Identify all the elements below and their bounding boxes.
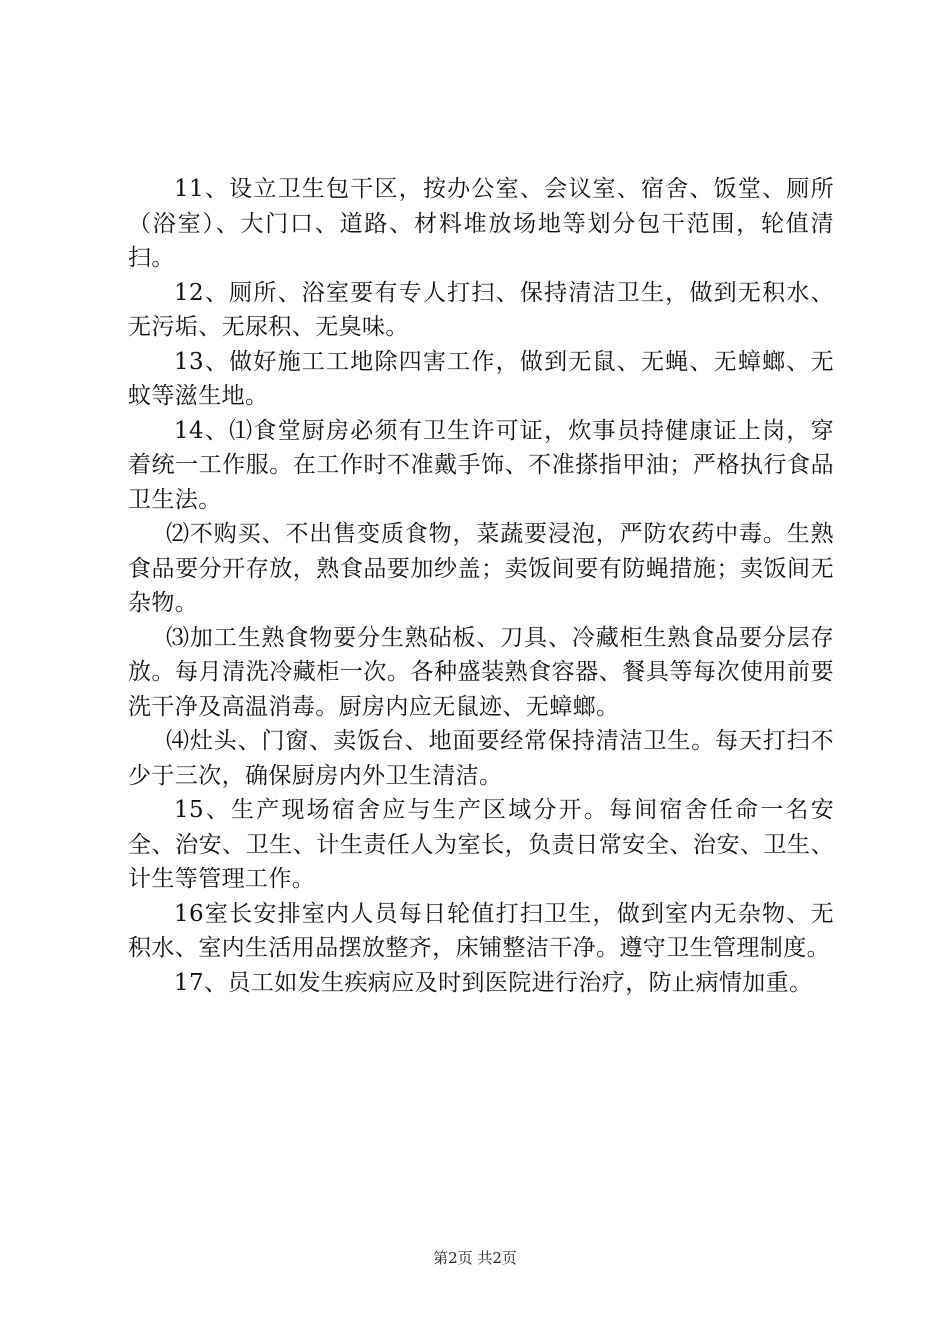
paragraph-12: 12、厕所、浴室要有专人打扫、保持清洁卫生，做到无积水、无污垢、无尿积、无臭味。 xyxy=(128,279,834,340)
paragraph-14-4: ⑷灶头、门窗、卖饭台、地面要经常保持清洁卫生。每天打扫不少于三次，确保厨房内外卫生清洁。 xyxy=(128,728,834,789)
paragraph-11: 11、设立卫生包干区，按办公室、会议室、宿舍、饭堂、厕所（浴室）、大门口、道路、材料堆放场地等划分包干范围，轮值清扫。 xyxy=(128,176,834,271)
paragraph-17: 17、员工如发生疾病应及时到医院进行治疗，防止病情加重。 xyxy=(174,969,813,996)
paragraph-14-1: 14、⑴食堂厨房必须有卫生许可证，炊事员持健康证上岗，穿着统一工作服。在工作时不准戴手饰、不准搽指甲油；严格执行食品卫生法。 xyxy=(128,417,834,513)
paragraph-14-2: ⑵不购买、不出售变质食物，菜蔬要浸泡，严防农药中毒。生熟食品要分开存放，熟食品要加纱盖；卖饭间要有防蝇措施；卖饭间无杂物。 xyxy=(128,521,834,616)
paragraph-13: 13、做好施工工地除四害工作，做到无鼠、无蝇、无蟑螂、无蚊等滋生地。 xyxy=(128,348,834,409)
page-number-footer: 第2页 共2页 xyxy=(433,1249,517,1267)
document-body xyxy=(128,172,834,1000)
paragraph-14-3: ⑶加工生熟食物要分生熟砧板、刀具、冷藏柜生熟食品要分层存放。每月清洗冷藏柜一次。各种盛装熟食容器、餐具等每次使用前要洗干净及高温消毒。厨房内应无鼠迹、无蟑螂。 xyxy=(128,624,834,720)
paragraph-15: 15、生产现场宿舍应与生产区域分开。每间宿舍任命一名安全、治安、卫生、计生责任人为室长，负责日常安全、治安、卫生、计生等管理工作。 xyxy=(128,797,834,892)
paragraph-16: 16室长安排室内人员每日轮值打扫卫生，做到室内无杂物、无积水、室内生活用品摆放整齐，床铺整洁干净。遵守卫生管理制度。 xyxy=(128,900,834,961)
